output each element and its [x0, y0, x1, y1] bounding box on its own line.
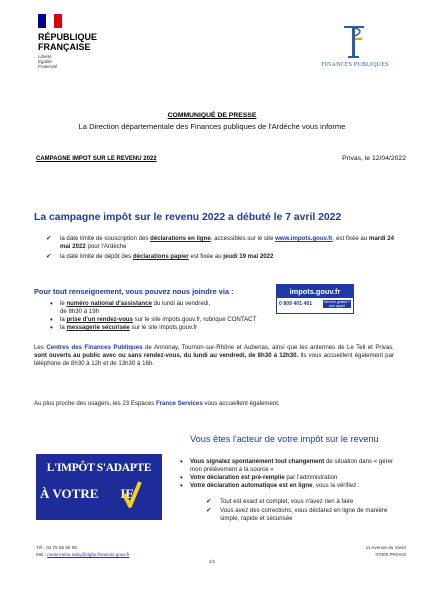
page-number: 1/1 [208, 559, 216, 564]
release-date: Privas, le 12/04/2022 [342, 155, 406, 162]
impots-gouv-badge [276, 284, 354, 314]
centres-paragraph: Les Centres des Finances Publiques de Annonay, Tournon-sur-Rhône et Aubenas, ainsi que les antennes de Le Teil et Privas, sont ouverts au public avec ou sans rendez-vous, du lundi au vendredi, de 8h30 à 12h30. Ils vous accueillent également par téléphone de 8h30 à 12h et de 13h30 à 16h. [34, 344, 394, 367]
contact-messaging-item: • la messagerie sécurisée sur le site impots.gouv.fr [50, 323, 198, 332]
impots-site-link[interactable]: www.impots.gouv.fr [275, 235, 333, 242]
promo-line2: À VOTRE IE [40, 486, 135, 501]
bullet-icon: • [180, 473, 183, 482]
check-icon: ✔ [206, 507, 212, 514]
footer-phone: Tél : 04 75 65 55 08 [36, 545, 77, 550]
france-services-paragraph: Au plus proche des usagers, les 23 Espaces France Services vous accueillent également. [34, 400, 280, 407]
contact-appointment-item: • la prise d'un rendez-vous sur le site impots.gouv.fr, rubrique CONTACT [50, 315, 257, 324]
bullet-icon: • [180, 457, 183, 466]
acteur-title: Vous êtes l'acteur de votre impôt sur le revenu [190, 434, 379, 444]
deadline-paper-item: ✔ la date limite de dépôt des déclarations papier est fixée au jeudi 19 mai 2022 [46, 253, 274, 260]
badge-site: impots.gouv.fr [277, 285, 353, 298]
republique-francaise-flag-logo [38, 14, 62, 28]
bullet-icon: • [180, 481, 183, 490]
acteur-sub-corrections: ✔ Vous avez des corrections, vous déclarez en ligne de manière simple, rapide et sécurisée [206, 507, 388, 522]
check-icon: ✔ [46, 253, 52, 260]
finances-publiques-logo-icon [340, 22, 368, 60]
promo-check-icon [122, 480, 142, 510]
promo-line1: L'IMPÔT S'ADAPTE [46, 462, 152, 474]
campaign-title: CAMPAGNE IMPOT SUR LE REVENU 2022 [36, 156, 157, 162]
contact-title: Pour tout renseignement, vous pouvez nous joindre via : [34, 287, 234, 296]
press-release-subtitle: La Direction départementale des Finances publiques de l'Ardèche vous informe [78, 122, 346, 131]
check-icon: ✔ [46, 235, 52, 242]
footer-contact [36, 545, 129, 558]
bullet-icon: • [50, 323, 53, 332]
headline: La campagne impôt sur le revenu 2022 a débuté le 7 avril 2022 [34, 212, 342, 223]
footer-email-link[interactable]: marie-reine.saby@dgfip.finances.gouv.fr [47, 551, 130, 557]
finances-publiques-name: FINANCES PUBLIQUES [321, 62, 389, 68]
republique-francaise-motto: Liberté Égalité Fraternité [38, 54, 58, 69]
badge-phone-number: 0 809 401 401 [279, 301, 313, 307]
acteur-item-prefilled: • Votre déclaration est pré-remplie par l'administration [180, 473, 338, 482]
press-release-title: COMMUNIQUÉ DE PRESSE [167, 112, 257, 119]
footer-address: 11 Avenue du Vanel 07000 PRIVAS [365, 545, 406, 557]
bullet-icon: • [50, 315, 53, 324]
footer-email-row: Mél : marie-reine.saby@dgfip.finances.gouv.fr [36, 551, 130, 557]
acteur-sub-nothing: ✔ Tout est exact et complet, vous n'avez rien à faire [206, 498, 354, 505]
promo-banner [36, 454, 162, 520]
bullet-icon: • [50, 299, 53, 308]
contact-phone-item: • le numéro national d'assistance du lundi au vendredi, de 8h30 à 19h [50, 299, 211, 315]
acteur-item-changes: • Vous signalez spontanément tout changement de situation dans « gérer mon prélèvement à la source » [180, 457, 394, 473]
deadline-online-item: ✔ la date limite de souscription des déclarations en ligne, accessibles sur le site www.impots.gouv.fr, est fixée au mardi 24 mai 2022 pour l'Ardèche [46, 235, 394, 250]
check-icon: ✔ [206, 498, 212, 505]
republique-francaise-name: RÉPUBLIQUE FRANÇAISE [38, 32, 98, 52]
acteur-item-automatic: • Votre déclaration automatique est en ligne, vous la vérifiez : [180, 481, 360, 490]
badge-tag: Service gratuit + prix appel [323, 300, 351, 308]
